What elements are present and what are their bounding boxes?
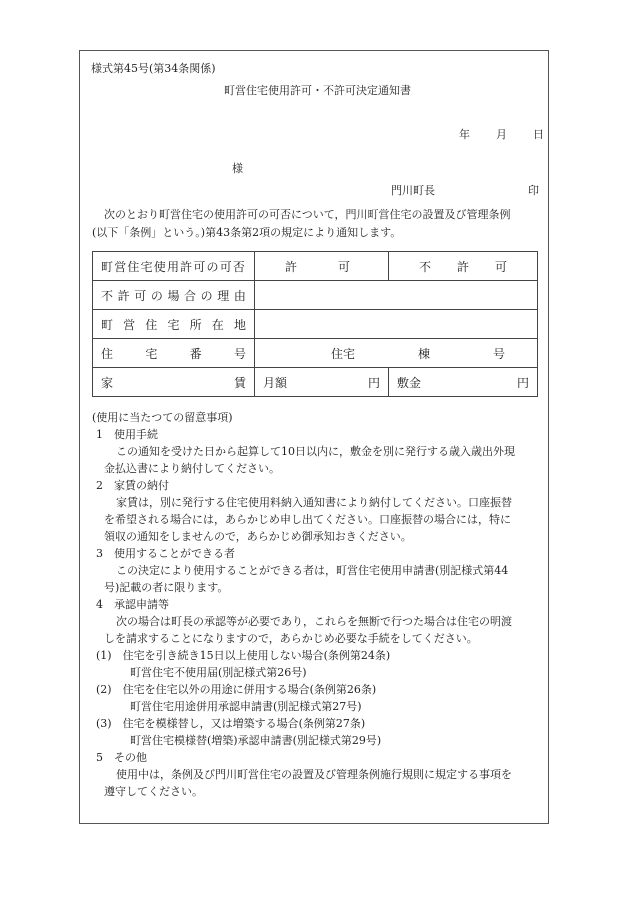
table-row (93, 310, 538, 339)
table-row (93, 252, 538, 281)
row-label-permission: 町 営 住 宅 使 用 許 可 の 可 否 (101, 259, 245, 274)
note-3-line-2: 号)記載の者に限ります。 (104, 581, 229, 594)
house-label: 住宅 (331, 346, 356, 361)
form-number: 様式第45号(第34条関係) (91, 62, 216, 75)
date-day: 日 (533, 128, 544, 141)
item-3-case: (3) 住宅を模様替し，又は増築する場合(条例第27条) (96, 717, 366, 730)
intro-line-2: (以下「条例」という。)第43条第2項の規定により通知します。 (92, 226, 402, 239)
row-label-address: 町 営 住 宅 所 在 地 (101, 317, 246, 332)
decision-table (92, 251, 538, 397)
row-label-house-number: 住 宅 番 号 (101, 346, 246, 361)
note-3-line-1: この決定により使用することができる者は，町営住宅使用申請書(別記様式第44 (116, 564, 509, 577)
table-row (93, 368, 538, 397)
note-1-title: 1 使用手続 (96, 428, 158, 441)
table-row (93, 339, 538, 368)
item-2-form: 町営住宅用途併用承認申請書(別記様式第27号) (130, 700, 362, 713)
item-3-form: 町営住宅模様替(増築)承認申請書(別記様式第29号) (130, 734, 382, 747)
date-month: 月 (496, 128, 507, 141)
date-year: 年 (459, 128, 470, 141)
recipient-suffix: 様 (232, 162, 243, 175)
note-2-line-3: 領収の通知をしませんので，あらかじめ御承知おきください。 (104, 530, 412, 543)
permit-mark: 許 (285, 259, 298, 274)
nopermit-mark-1: 不 (419, 259, 432, 274)
deposit-label: 敷金 (397, 375, 422, 390)
reason-value (255, 281, 538, 310)
note-5-line-2: 遵守してください。 (104, 785, 203, 798)
issuer-name: 門川町長 (391, 184, 435, 197)
notes-heading: (使用に当たつての留意事項) (92, 411, 233, 424)
address-value (255, 310, 538, 339)
note-1-line-1: この通知を受けた日から起算して10日以内に，敷金を別に発行する歳入歳出外現 (116, 445, 515, 458)
nopermit-mark-3: 可 (494, 259, 507, 274)
issuer-seal: 印 (528, 184, 539, 197)
table-row (93, 281, 538, 310)
item-1-form: 町営住宅不使用届(別記様式第26号) (130, 666, 307, 679)
note-1-line-2: 金払込書により納付してください。 (104, 462, 280, 475)
item-2-case: (2) 住宅を住宅以外の用途に併用する場合(条例第26条) (96, 683, 377, 696)
building-label: 棟 (417, 346, 430, 361)
note-2-title: 2 家賃の納付 (96, 479, 169, 492)
monthly-label: 月額 (263, 375, 288, 390)
note-2-line-2: を希望される場合には，あらかじめ申し出てください。口座振替の場合には，特に (104, 513, 511, 526)
row-label-rent: 家 賃 (101, 375, 246, 390)
note-4-line-1: 次の場合は町長の承認等が必要であり，これらを無断で行つた場合は住宅の明渡 (116, 615, 512, 628)
deposit-yen: 円 (516, 375, 529, 390)
item-1-case: (1) 住宅を引き続き15日以上使用しない場合(条例第24条) (96, 649, 391, 662)
note-4-title: 4 承認申請等 (96, 598, 169, 611)
row-label-reason: 不 許 可 の 場 合 の 理 由 (101, 288, 246, 303)
note-4-line-2: しを請求することになりますので，あらかじめ必要な手続をしてください。 (104, 632, 478, 645)
note-2-line-1: 家賃は，別に発行する住宅使用料納入通知書により納付してください。口座振替 (116, 496, 512, 509)
note-5-line-1: 使用中は，条例及び門川町営住宅の設置及び管理条例施行規則に規定する事項を (116, 768, 512, 781)
intro-line-1: 次のとおり町営住宅の使用許可の可否について，門川町営住宅の設置及び管理条例 (104, 208, 511, 221)
document-title: 町営住宅使用許可・不許可決定通知書 (224, 84, 411, 97)
note-5-title: 5 その他 (96, 751, 147, 764)
permit-mark-2: 可 (337, 259, 350, 274)
nopermit-mark-2: 許 (456, 259, 469, 274)
number-label: 号 (492, 346, 505, 361)
note-3-title: 3 使用することができる者 (96, 547, 235, 560)
monthly-yen: 円 (367, 375, 380, 390)
